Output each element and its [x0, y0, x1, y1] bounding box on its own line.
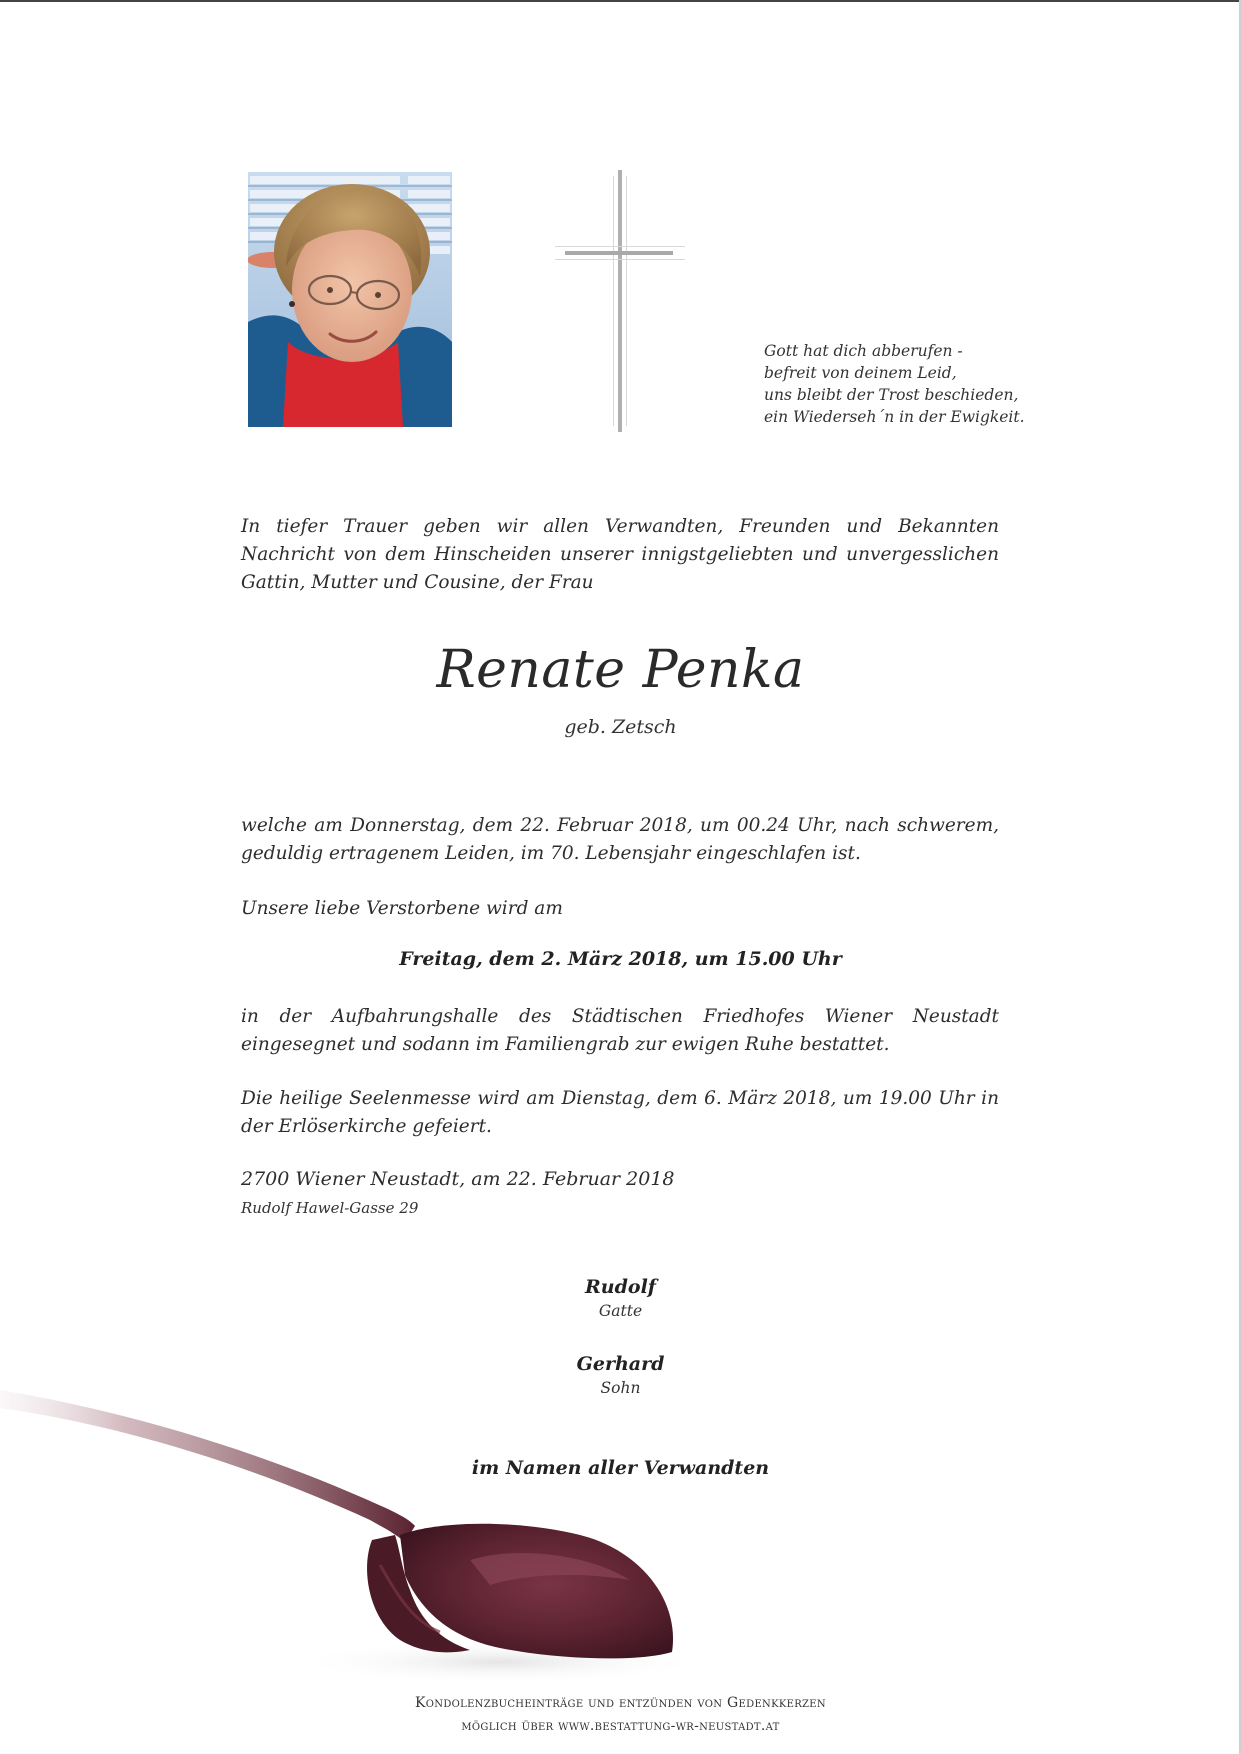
- address: Rudolf Hawel-Gasse 29: [241, 1199, 419, 1217]
- mourner-name: Gerhard: [576, 1353, 665, 1375]
- funeral-date: Freitag, dem 2. März 2018, um 15.00 Uhr: [399, 948, 842, 970]
- portrait-image: [248, 172, 452, 427]
- funeral-place: in der Aufbahrungshalle des Städtischen Friedhofes Wiener Neustadt eingesegnet und sodann im Familiengrab zur ewigen Ruhe bestattet.: [241, 1006, 999, 1055]
- mourner-relation: Sohn: [600, 1379, 641, 1397]
- maiden-name: geb. Zetsch: [564, 716, 677, 738]
- page-top-border: [0, 0, 1241, 2]
- poem-line: befreit von deinem Leid,: [764, 364, 957, 382]
- poem: [764, 340, 1064, 428]
- mass-text: Die heilige Seelenmesse wird am Dienstag, dem 6. März 2018, um 19.00 Uhr in der Erlöserkirche gefeiert.: [241, 1088, 999, 1137]
- footer: [0, 1692, 1241, 1738]
- footer-line: Kondolenzbucheinträge und entzünden von Gedenkkerzen: [415, 1695, 826, 1711]
- poem-line: ein Wiederseh´n in der Ewigkeit.: [764, 408, 1025, 426]
- poem-line: Gott hat dich abberufen -: [764, 342, 963, 360]
- closing-text: im Namen aller Verwandten: [471, 1457, 770, 1479]
- intro-text: In tiefer Trauer geben wir allen Verwandten, Freunden und Bekannten Nachricht von dem Hinscheiden unserer innigstgeliebten und unvergesslichen Gattin, Mutter und Cousine, der Frau: [241, 516, 999, 593]
- footer-link-text: möglich über www.bestattung-wr-neustadt.at: [461, 1718, 780, 1734]
- mourner-name: Rudolf: [585, 1276, 656, 1298]
- place-date: 2700 Wiener Neustadt, am 22. Februar 2018: [241, 1168, 675, 1190]
- funeral-intro: Unsere liebe Verstorbene wird am: [241, 898, 563, 919]
- portrait-photo: [248, 172, 452, 427]
- mourner: [0, 1274, 1241, 1322]
- death-text: welche am Donnerstag, dem 22. Februar 2018, um 00.24 Uhr, nach schwerem, geduldig ertragenem Leiden, im 70. Lebensjahr eingeschlafen ist.: [241, 815, 999, 864]
- poem-line: uns bleibt der Trost beschieden,: [764, 386, 1019, 404]
- cross-icon: [555, 170, 685, 432]
- mourner-relation: Gatte: [598, 1302, 643, 1320]
- calla-lily-decoration: [0, 1370, 720, 1690]
- deceased-name: Renate Penka: [436, 640, 805, 700]
